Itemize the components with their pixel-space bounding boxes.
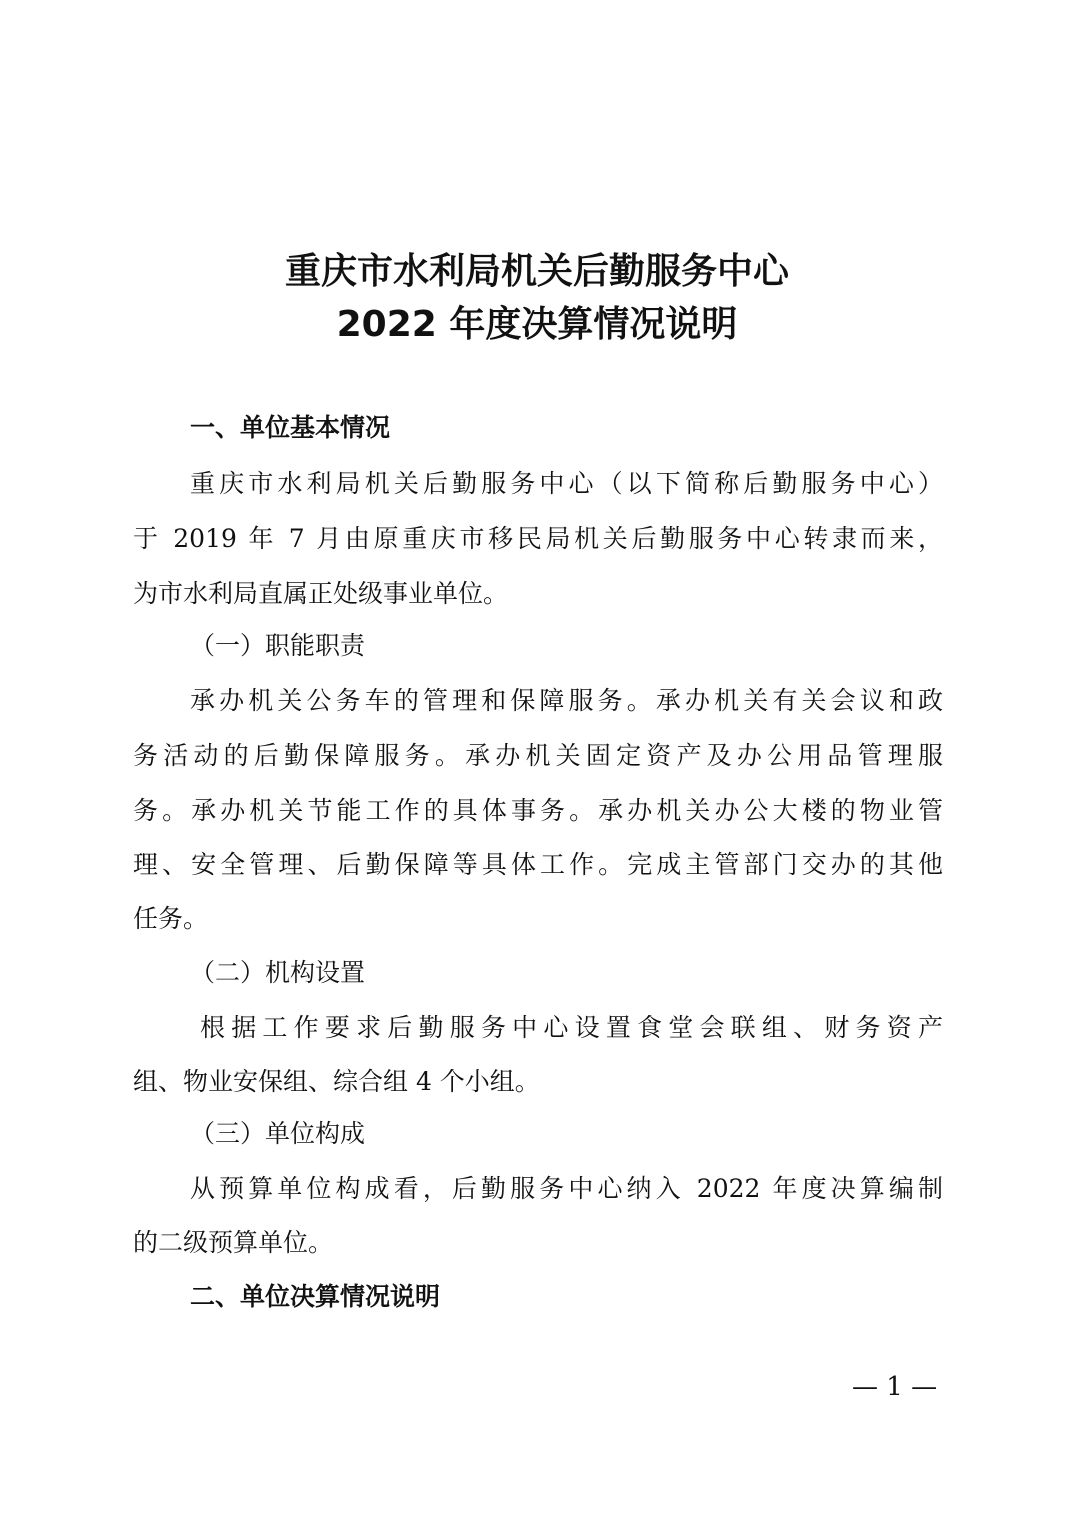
document-title-line1: 重庆市水利局机关后勤服务中心 [284, 251, 789, 292]
paragraph-line: 为市水利局直属正处级事业单位。 [133, 579, 509, 608]
paragraph-line: 理、安全管理、后勤保障等具体工作。完成主管部门交办的其他 [133, 850, 943, 879]
subsection-heading-1: （一）职能职责 [190, 631, 366, 660]
paragraph-line: 组、物业安保组、综合组 4 个小组。 [133, 1067, 540, 1096]
paragraph-line: 从预算单位构成看，后勤服务中心纳入 2022 年度决算编制 [190, 1174, 943, 1203]
paragraph-line: 根据工作要求后勤服务中心设置食堂会联组、财务资产 [200, 1013, 943, 1042]
paragraph-line: 承办机关公务车的管理和保障服务。承办机关有关会议和政 [190, 686, 943, 715]
page-number: — 1 — [852, 1372, 938, 1402]
paragraph-line: 于 2019 年 7 月由原重庆市移民局机关后勤服务中心转隶而来， [133, 524, 943, 553]
subsection-heading-3: （三）单位构成 [190, 1119, 366, 1148]
paragraph-line: 务。承办机关节能工作的具体事务。承办机关办公大楼的物业管 [133, 796, 943, 825]
document-title-line2: 2022 年度决算情况说明 [336, 304, 738, 345]
subsection-heading-2: （二）机构设置 [190, 958, 366, 987]
section-heading-1: 一、单位基本情况 [190, 413, 391, 442]
paragraph-line: 重庆市水利局机关后勤服务中心（以下简称后勤服务中心） [190, 469, 943, 498]
paragraph-line: 务活动的后勤保障服务。承办机关固定资产及办公用品管理服 [133, 741, 943, 770]
paragraph-line: 的二级预算单位。 [133, 1228, 334, 1257]
paragraph-line: 任务。 [133, 904, 209, 933]
section-heading-2: 二、单位决算情况说明 [190, 1282, 441, 1311]
